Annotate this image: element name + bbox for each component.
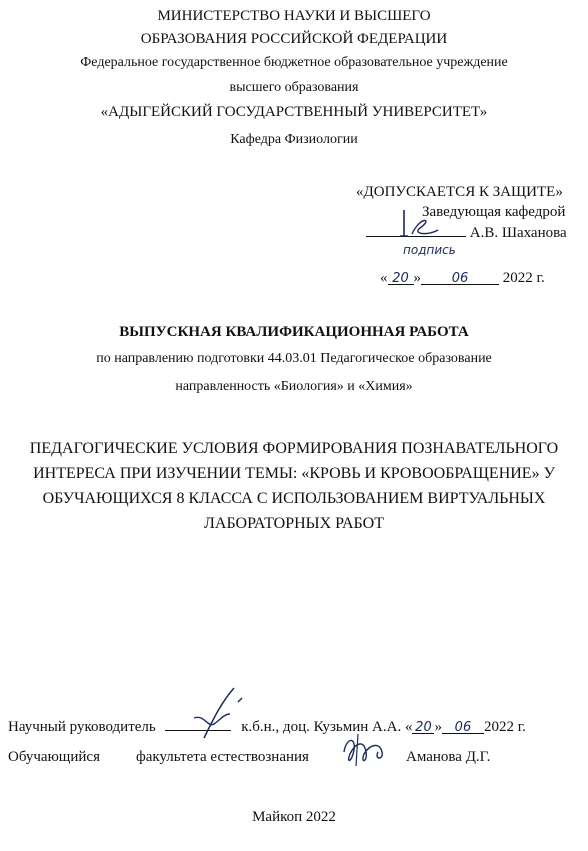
supervisor-date-close-quote: » bbox=[434, 719, 442, 735]
ministry-line-1: МИНИСТЕРСТВО НАУКИ И ВЫСШЕГО bbox=[157, 8, 431, 24]
approval-signature bbox=[390, 206, 442, 242]
work-title bbox=[0, 436, 588, 536]
supervisor-date-day: 20 bbox=[415, 720, 432, 735]
approval-heading: «ДОПУСКАЕТСЯ К ЗАЩИТЕ» bbox=[356, 184, 563, 200]
approval-role: Заведующая кафедрой bbox=[422, 204, 566, 220]
student-signature bbox=[340, 730, 396, 770]
approval-signature-caption: подпись bbox=[403, 243, 456, 257]
work-profile: направленность «Биология» и «Химия» bbox=[175, 379, 413, 394]
supervisor-date-month-field bbox=[442, 719, 484, 734]
ministry-line-2: ОБРАЗОВАНИЯ РОССИЙСКОЙ ФЕДЕРАЦИИ bbox=[140, 31, 448, 47]
supervisor-signature bbox=[190, 684, 250, 740]
date-open-quote: « bbox=[380, 270, 388, 286]
work-title-line-3: ОБУЧАЮЩИХСЯ 8 КЛАССА С ИСПОЛЬЗОВАНИЕМ ВИРТУАЛЬНЫХ bbox=[42, 490, 546, 507]
approval-date-month: 06 bbox=[451, 271, 469, 286]
institution-type-line-2: высшего образования bbox=[229, 80, 359, 95]
work-title-line-1: ПЕДАГОГИЧЕСКИЕ УСЛОВИЯ ФОРМИРОВАНИЯ ПОЗНАВАТЕЛЬНОГО bbox=[29, 440, 559, 457]
supervisor-date-year: 2022 г. bbox=[483, 719, 526, 735]
university-name: «АДЫГЕЙСКИЙ ГОСУДАРСТВЕННЫЙ УНИВЕРСИТЕТ» bbox=[100, 104, 488, 120]
institution-type-line-1: Федеральное государственное бюджетное образовательное учреждение bbox=[80, 55, 508, 70]
approval-date bbox=[380, 270, 545, 287]
approval-head-name: А.В. Шаханова bbox=[469, 225, 567, 241]
supervisor-date-open-quote: « bbox=[404, 719, 413, 735]
department-name: Кафедра Физиологии bbox=[230, 132, 358, 147]
student-faculty: факультета естествознания bbox=[136, 749, 309, 765]
supervisor-row bbox=[8, 716, 526, 736]
supervisor-label: Научный руководитель bbox=[8, 719, 156, 735]
approval-date-day: 20 bbox=[392, 271, 409, 286]
work-title-line-2: ИНТЕРЕСА ПРИ ИЗУЧЕНИИ ТЕМЫ: «КРОВЬ И КРОВООБРАЩЕНИЕ» У bbox=[33, 465, 555, 482]
supervisor-date-month: 06 bbox=[454, 720, 472, 735]
work-direction: по направлению подготовки 44.03.01 Педагогическое образование bbox=[96, 351, 492, 366]
approval-date-year: 2022 г. bbox=[502, 270, 545, 286]
date-close-quote: » bbox=[413, 270, 421, 286]
student-name: Аманова Д.Г. bbox=[406, 749, 491, 765]
work-type: ВЫПУСКНАЯ КВАЛИФИКАЦИОННАЯ РАБОТА bbox=[119, 324, 469, 340]
approval-date-month-field bbox=[421, 270, 499, 285]
supervisor-credentials: к.б.н., доц. Кузьмин А.А. bbox=[241, 719, 402, 735]
work-title-line-4: ЛАБОРАТОРНЫХ РАБОТ bbox=[204, 515, 384, 532]
approval-date-day-field bbox=[388, 270, 414, 285]
supervisor-date-day-field bbox=[412, 719, 434, 734]
student-label: Обучающийся bbox=[8, 749, 100, 765]
city-year: Майкоп 2022 bbox=[252, 809, 336, 825]
